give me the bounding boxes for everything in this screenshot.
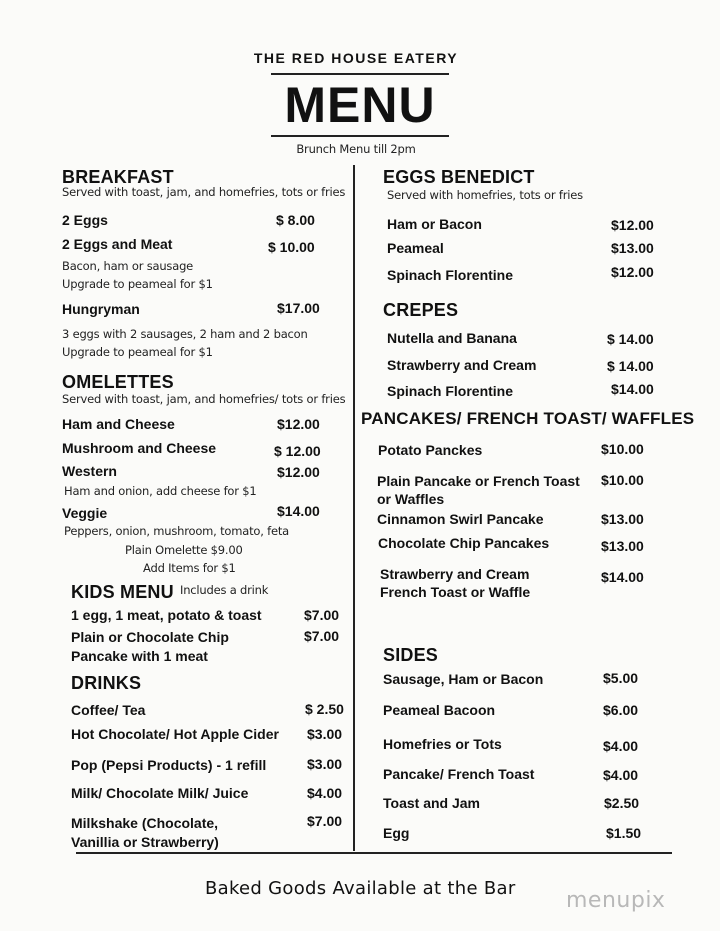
- menu-item-price: $4.00: [603, 738, 639, 754]
- menu-item-note: Bacon, ham or sausage: [62, 259, 194, 273]
- menu-item-price: $ 8.00: [276, 212, 315, 228]
- menu-item-price: $7.00: [307, 813, 343, 829]
- pancakes-heading: PANCAKES/ FRENCH TOAST/ WAFFLES: [361, 409, 695, 428]
- brunch-subtitle: Brunch Menu till 2pm: [296, 142, 416, 156]
- column-divider: [353, 165, 355, 851]
- sides-heading: SIDES: [383, 645, 439, 665]
- menu-item-name: Mushroom and Cheese: [62, 440, 217, 456]
- menu-item-price: $7.00: [304, 607, 340, 623]
- menu-item-name: Nutella and Banana: [387, 330, 517, 346]
- menu-item-name: Cinnamon Swirl Pancake: [377, 511, 544, 527]
- menu-item-note: Ham and onion, add cheese for $1: [64, 484, 257, 498]
- menu-item-price: $6.00: [603, 702, 639, 718]
- menu-item-price: $ 10.00: [268, 239, 315, 255]
- menu-item-name: Hot Chocolate/ Hot Apple Cider: [71, 726, 279, 742]
- menu-item-price: $12.00: [611, 264, 654, 280]
- menu-item-price: $7.00: [304, 628, 340, 644]
- menu-item-name: Sausage, Ham or Bacon: [383, 671, 544, 687]
- menu-item-name: Western: [62, 463, 117, 479]
- bottom-rule: [76, 852, 672, 854]
- watermark: menupix: [566, 888, 666, 913]
- menu-item-price: $2.50: [604, 795, 640, 811]
- omelettes-note: Served with toast, jam, and homefries/ tots or fries: [62, 392, 346, 406]
- menu-item-price: $14.00: [611, 381, 654, 397]
- menu-item-price: $13.00: [611, 240, 654, 256]
- menu-item-name: Plain or Chocolate Chip: [71, 629, 229, 645]
- menu-item-name: Pop (Pepsi Products) - 1 refill: [71, 757, 267, 773]
- restaurant-name: THE RED HOUSE EATERY: [253, 50, 459, 66]
- menu-item-price: $ 14.00: [607, 358, 654, 374]
- menu-item-price: $10.00: [601, 472, 644, 488]
- menu-item-price: $14.00: [601, 569, 644, 585]
- menu-item-price: $ 14.00: [607, 331, 654, 347]
- menu-item-name: Homefries or Tots: [383, 736, 502, 752]
- menu-item-name: Vanillia or Strawberry): [71, 834, 219, 850]
- eggs-benedict-heading: EGGS BENEDICT: [383, 167, 535, 187]
- menu-item-note: Upgrade to peameal for $1: [62, 345, 213, 359]
- kids-menu-heading: KIDS MENU: [71, 582, 174, 602]
- menu-title: MENU: [284, 77, 436, 133]
- menu-item-name: 2 Eggs and Meat: [62, 236, 173, 252]
- add-items-note: Add Items for $1: [143, 561, 236, 575]
- breakfast-note: Served with toast, jam, and homefries, tots or fries: [62, 185, 346, 199]
- menu-item-price: $4.00: [307, 785, 343, 801]
- menu-item-name: Toast and Jam: [383, 795, 480, 811]
- footer-text: Baked Goods Available at the Bar: [205, 878, 516, 899]
- menu-item-name: or Waffles: [377, 491, 445, 507]
- menu-item-name: Ham or Bacon: [387, 216, 482, 232]
- eggs-benedict-note: Served with homefries, tots or fries: [387, 188, 583, 202]
- menu-item-price: $5.00: [603, 670, 639, 686]
- menu-item-name: Potato Panckes: [378, 442, 483, 458]
- menu-item-name: Coffee/ Tea: [71, 702, 146, 718]
- menu-item-name: Hungryman: [62, 301, 140, 317]
- drinks-heading: DRINKS: [71, 673, 142, 693]
- menu-item-name: 2 Eggs: [62, 212, 108, 228]
- menu-item-price: $3.00: [307, 756, 343, 772]
- menu-item-name: Chocolate Chip Pancakes: [378, 535, 550, 551]
- menu-item-name: Milkshake (Chocolate,: [71, 815, 219, 831]
- menu-item-price: $10.00: [601, 441, 644, 457]
- menu-item-name: Plain Pancake or French Toast: [377, 473, 580, 489]
- menu-item-price: $12.00: [277, 416, 320, 432]
- menu-item-name: Milk/ Chocolate Milk/ Juice: [71, 785, 249, 801]
- menu-item-name: Pancake with 1 meat: [71, 648, 208, 664]
- menu-item-note: Peppers, onion, mushroom, tomato, feta: [64, 524, 290, 538]
- menu-item-name: Peameal Bacoon: [383, 702, 496, 718]
- menu-item-price: $12.00: [277, 464, 320, 480]
- menu-item-name: Strawberry and Cream: [387, 357, 537, 373]
- kids-menu-note: Includes a drink: [180, 583, 269, 597]
- plain-omelette: Plain Omelette $9.00: [125, 543, 243, 557]
- omelettes-heading: OMELETTES: [62, 372, 174, 392]
- title-top-rule: [271, 73, 449, 75]
- menu-item-name: Spinach Florentine: [387, 267, 514, 283]
- menu-item-name: French Toast or Waffle: [380, 584, 531, 600]
- menu-item-name: 1 egg, 1 meat, potato & toast: [71, 607, 262, 623]
- menu-item-price: $13.00: [601, 511, 644, 527]
- menu-item-name: Spinach Florentine: [387, 383, 514, 399]
- menu-item-name: Veggie: [62, 505, 108, 521]
- menu-item-price: $ 2.50: [305, 701, 344, 717]
- menu-item-price: $13.00: [601, 538, 644, 554]
- menu-item-price: $12.00: [611, 217, 654, 233]
- crepes-heading: CREPES: [383, 300, 459, 320]
- menu-item-name: Pancake/ French Toast: [383, 766, 535, 782]
- menu-item-note: Upgrade to peameal for $1: [62, 277, 213, 291]
- menu-item-name: Egg: [383, 825, 410, 841]
- menu-item-name: Strawberry and Cream: [380, 566, 530, 582]
- menu-item-price: $14.00: [277, 503, 320, 519]
- menu-item-price: $3.00: [307, 726, 343, 742]
- menu-item-price: $4.00: [603, 767, 639, 783]
- menu-item-name: Ham and Cheese: [62, 416, 175, 432]
- title-bottom-rule: [271, 135, 449, 137]
- menu-item-price: $ 12.00: [274, 443, 321, 459]
- breakfast-heading: BREAKFAST: [62, 167, 174, 187]
- menu-item-price: $17.00: [277, 300, 320, 316]
- menu-item-price: $1.50: [606, 825, 642, 841]
- menu-item-note: 3 eggs with 2 sausages, 2 ham and 2 bacon: [62, 327, 308, 341]
- menu-item-name: Peameal: [387, 240, 444, 256]
